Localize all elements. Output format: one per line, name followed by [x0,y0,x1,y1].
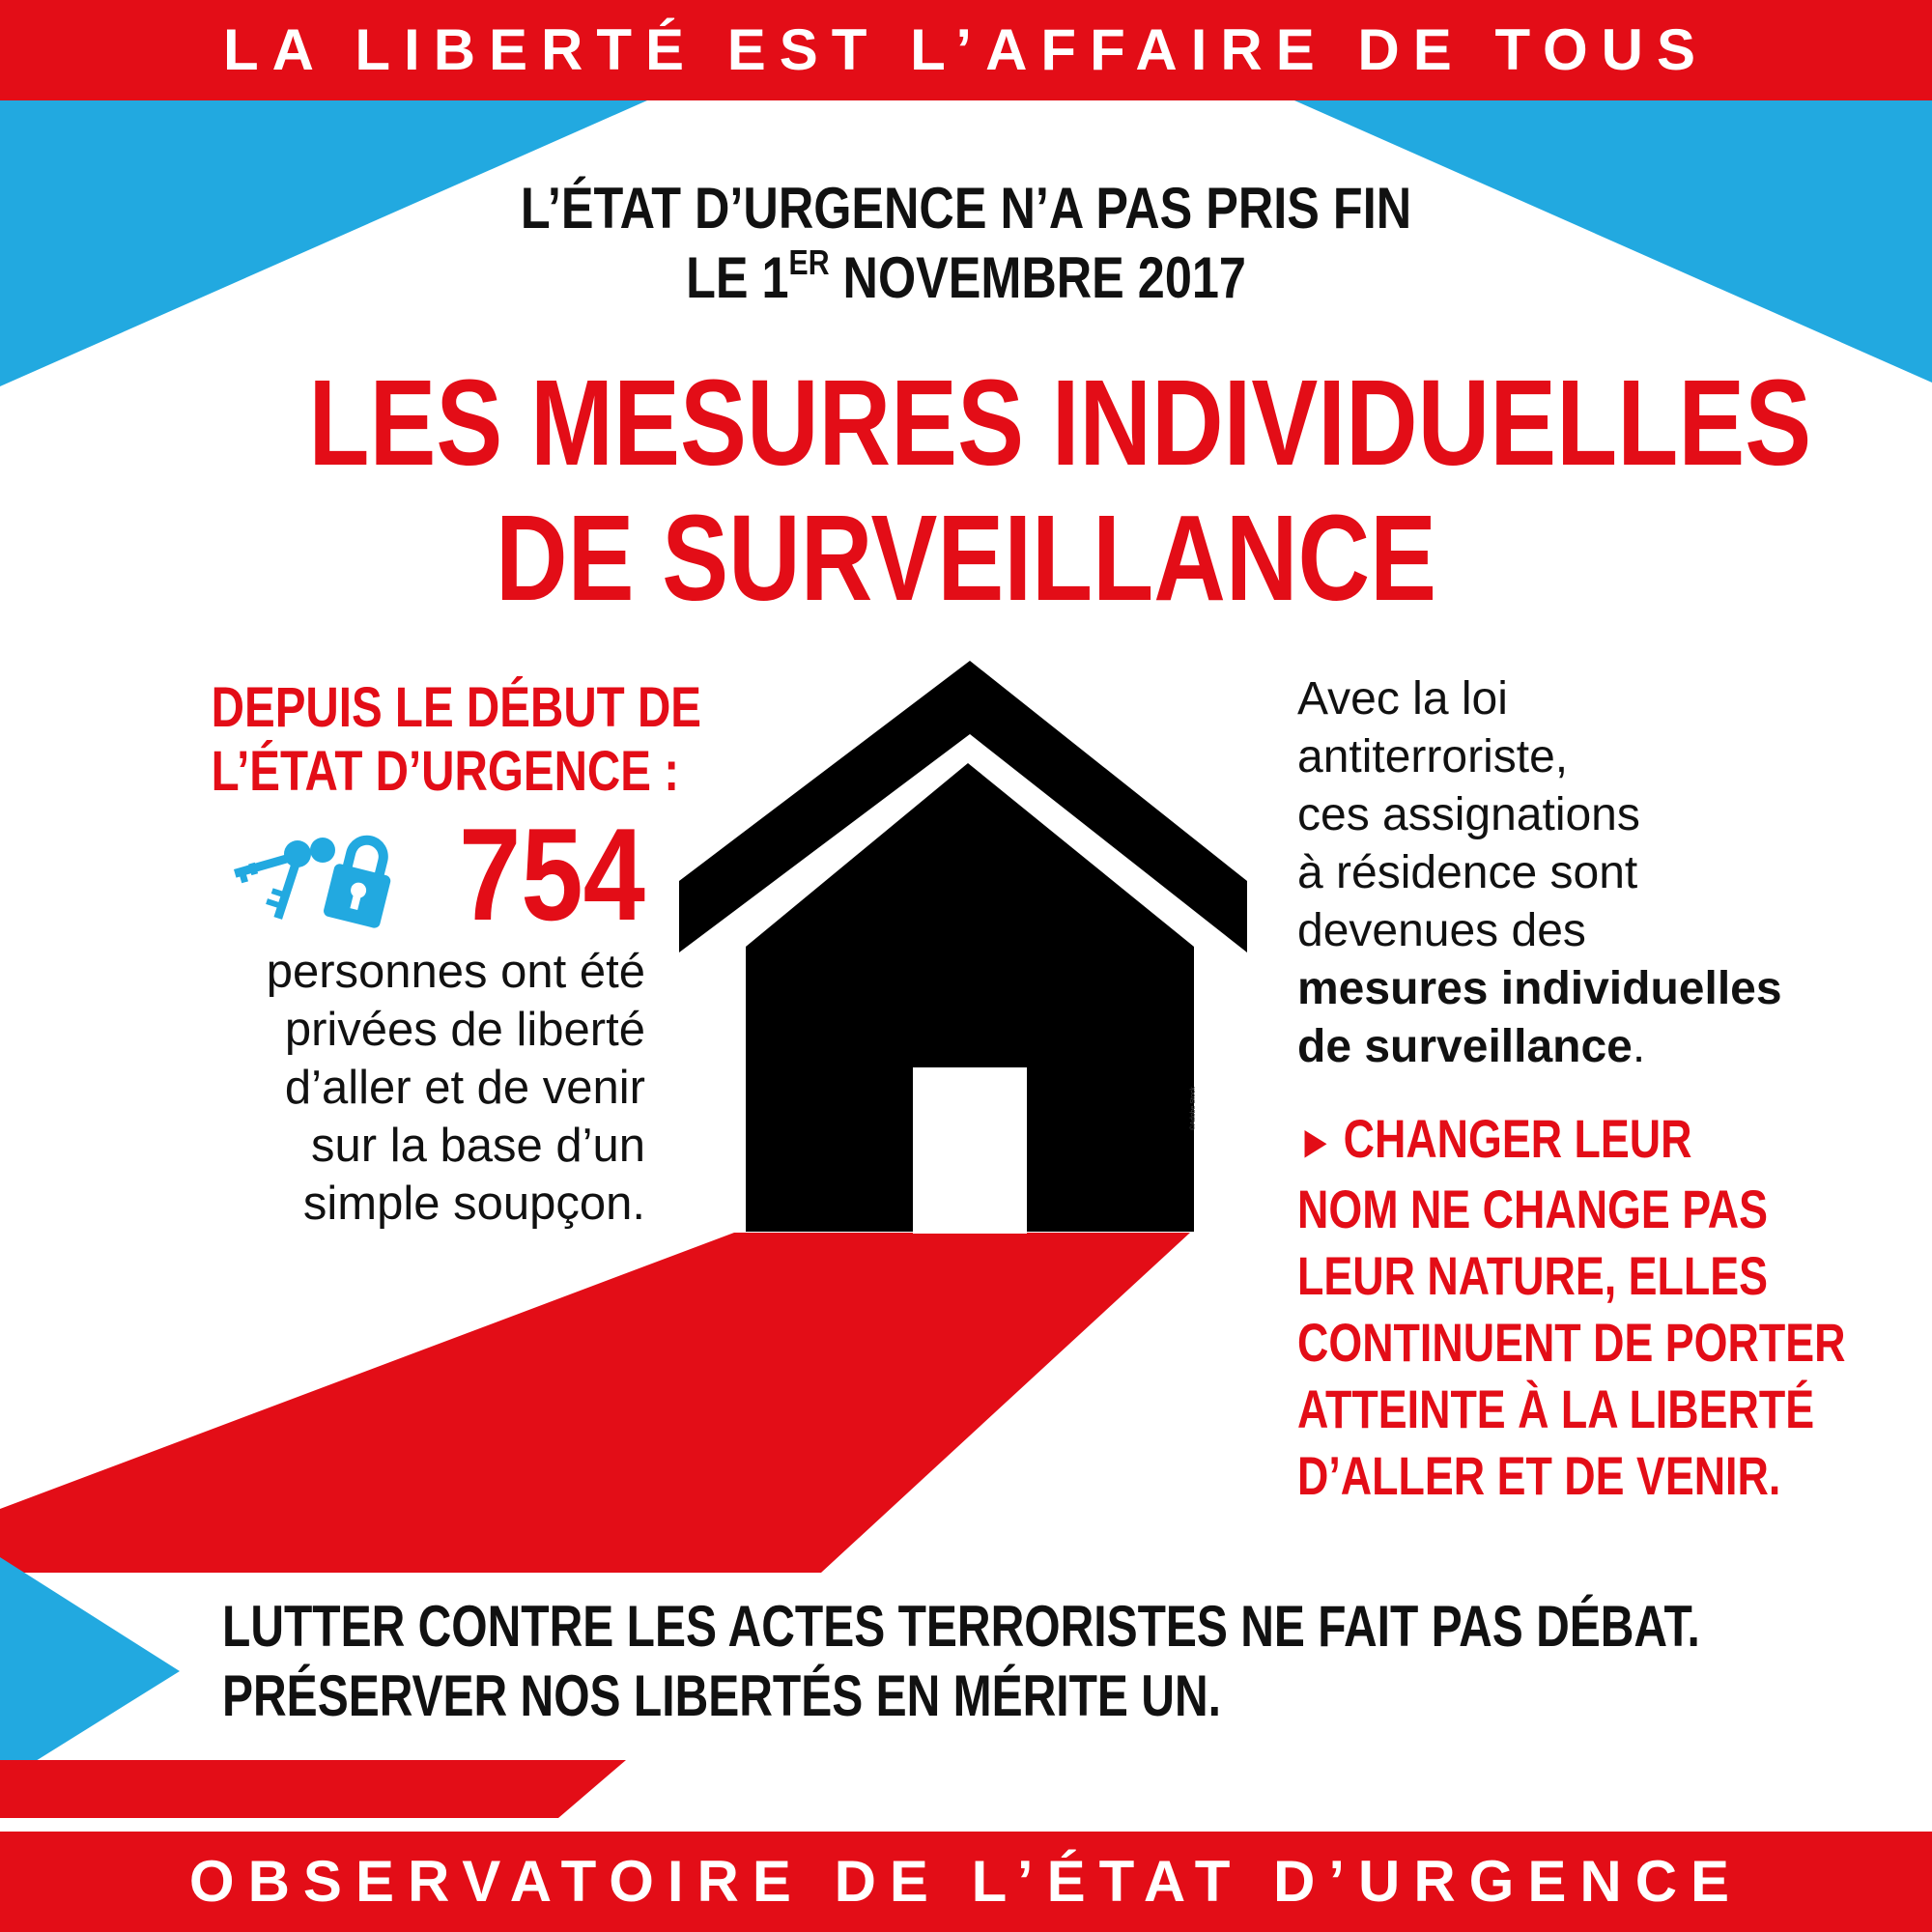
stat-value: 754 [459,801,645,948]
info-panel [1297,670,1896,1509]
info-line: ces assignations [1297,789,1640,840]
info-line: antiterroriste, [1297,731,1569,782]
info-line: Avec la loi [1297,673,1508,724]
stat-panel [116,676,702,1233]
bottom-banner: OBSERVATOIRE DE L’ÉTAT D’URGENCE [0,1832,1932,1932]
stat-title-line-1: DEPUIS LE DÉBUT DE [211,676,702,739]
callout-line-1 [1297,1105,1854,1176]
callout-line: D’ALLER ET DE VENIR. [1297,1445,1781,1506]
stat-body-line: simple soupçon. [302,1178,645,1230]
slogan-line-1: LUTTER CONTRE LES ACTES TERRORISTES NE FAIT PAS DÉBAT. [222,1594,1700,1659]
info-period: . [1632,1021,1646,1072]
keys-padlock-icon [230,821,423,937]
stat-body-line: personnes ont été [266,946,645,998]
slogan [222,1592,1700,1731]
kicker-line-2-post: NOVEMBRE 2017 [829,245,1246,310]
headline-line-1: LES MESURES INDIVIDUELLES [308,355,1812,491]
info-text [1297,670,1896,1076]
top-banner: LA LIBERTÉ EST L’AFFAIRE DE TOUS [0,0,1932,100]
info-bold-line-2 [1297,1018,1896,1076]
info-bold-text-2: de surveillance [1297,1021,1633,1072]
info-line: à résidence sont [1297,847,1638,898]
red-bottom-stripe [0,1760,626,1818]
stat-body-line: d’aller et de venir [284,1062,645,1114]
info-line: devenues des [1297,905,1586,956]
stat-row [116,801,645,948]
kicker-line-2 [479,243,1453,313]
blue-arrow-left [0,1557,180,1783]
house-door [913,1067,1027,1234]
info-bold-text-1: mesures individuelles [1297,963,1782,1014]
callout [1297,1105,1854,1509]
kicker-line-1: L’ÉTAT D’URGENCE N’A PAS PRIS FIN [520,176,1412,241]
play-arrow-icon: ► [1297,1117,1335,1168]
stat-body-line: sur la base d’un [311,1120,645,1172]
kicker-superscript: ER [788,242,830,282]
callout-line: NOM NE CHANGE PAS [1297,1179,1769,1239]
headline [308,355,1812,626]
callout-line: CONTINUENT DE PORTER [1297,1312,1846,1373]
house-icon [676,657,1256,1236]
kicker-line-2-pre: LE 1 [686,245,789,310]
callout-line: LEUR NATURE, ELLES [1297,1245,1769,1306]
photo-credit: ©Adobe Stock [1190,1087,1197,1130]
callout-line: ATTEINTE À LA LIBERTÉ [1297,1378,1815,1439]
callout-text: CHANGER LEUR [1343,1108,1692,1169]
info-bold-line-1 [1297,960,1896,1018]
kicker-text [479,174,1453,313]
headline-line-2: DE SURVEILLANCE [495,490,1437,626]
stat-body-line: privées de liberté [284,1004,645,1056]
slogan-line-2: PRÉSERVER NOS LIBERTÉS EN MÉRITE UN. [222,1663,1221,1728]
stat-title-line-2: L’ÉTAT D’URGENCE : [211,740,680,803]
stat-description [116,943,645,1233]
red-road [0,1233,1190,1573]
